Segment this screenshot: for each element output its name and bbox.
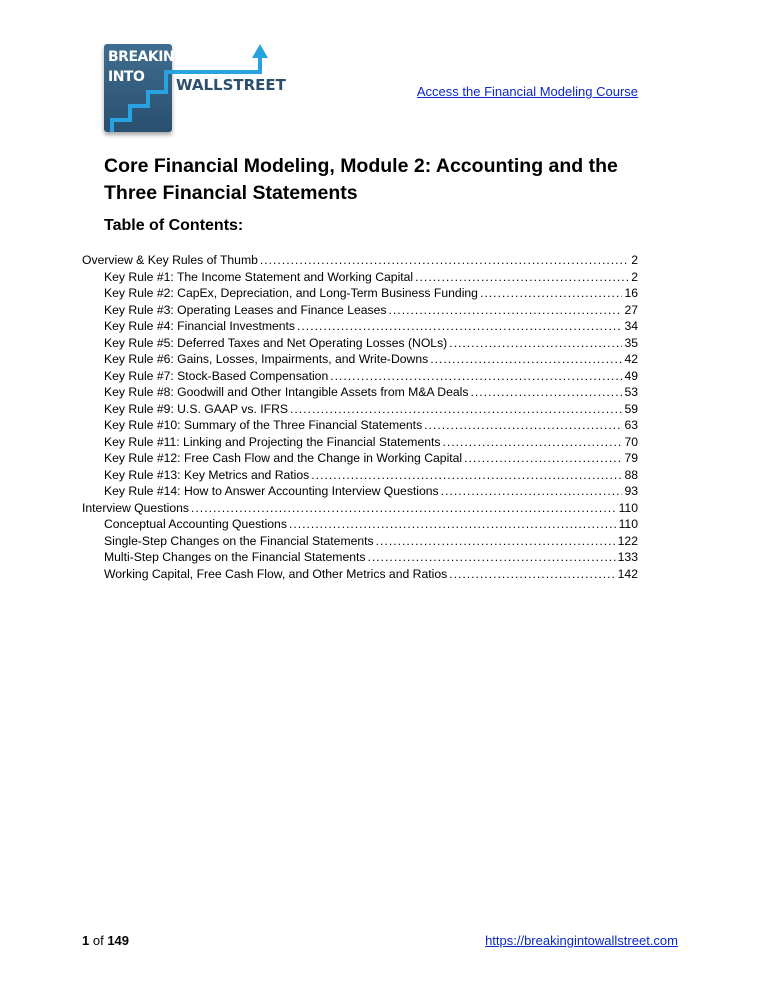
toc-entry-label: Conceptual Accounting Questions xyxy=(104,517,287,531)
toc-entry-page: 122 xyxy=(617,533,638,548)
toc-dot-leader xyxy=(368,549,616,566)
toc-entry-page: 27 xyxy=(624,302,638,317)
toc-dot-leader xyxy=(449,566,615,583)
toc-entry[interactable] xyxy=(82,269,638,286)
toc-heading: Table of Contents: xyxy=(104,217,244,234)
toc-entry[interactable] xyxy=(82,483,638,500)
toc-entry-label: Key Rule #11: Linking and Projecting the Financial Statements xyxy=(104,434,441,449)
toc-entry-label: Key Rule #14: How to Answer Accounting Interview Questions xyxy=(104,484,439,498)
toc-entry[interactable] xyxy=(82,434,638,451)
toc-dot-leader xyxy=(470,384,622,401)
page-number xyxy=(82,933,129,948)
toc-entry-label: Key Rule #10: Summary of the Three Financial Statements xyxy=(104,418,423,432)
toc-entry-page: 59 xyxy=(624,401,638,416)
toc-dot-leader xyxy=(376,533,616,550)
toc-dot-leader xyxy=(289,516,617,533)
logo-word-breaking: BREAKING xyxy=(108,49,186,65)
toc-entry-label: Working Capital, Free Cash Flow, and Other Metrics and Ratios xyxy=(104,566,448,581)
site-link[interactable]: https://breakingintowallstreet.com xyxy=(485,933,678,948)
toc-entry-page: 79 xyxy=(624,451,638,465)
toc-entry-label: Overview & Key Rules of Thumb xyxy=(82,253,258,267)
toc-entry-page: 34 xyxy=(624,319,638,333)
toc-entry-page: 88 xyxy=(624,467,638,482)
toc-dot-leader xyxy=(290,401,622,418)
toc-dot-leader xyxy=(480,285,622,302)
toc-entry[interactable] xyxy=(82,566,638,583)
toc-entry-page: 35 xyxy=(624,335,638,350)
toc-dot-leader xyxy=(424,417,622,434)
toc-entry[interactable] xyxy=(82,533,638,550)
toc-entry[interactable] xyxy=(82,351,638,368)
toc-entry-label: Key Rule #9: U.S. GAAP vs. IFRS xyxy=(104,401,289,416)
toc-dot-leader xyxy=(297,318,622,335)
toc-entry-page: 110 xyxy=(618,517,638,531)
logo-word-into: INTO xyxy=(108,69,145,85)
toc-entry-label: Key Rule #6: Gains, Losses, Impairments, and Write-Downs xyxy=(104,352,429,366)
toc-dot-leader xyxy=(260,252,629,269)
toc-entry[interactable] xyxy=(82,302,638,319)
toc-entry-label: Key Rule #1: The Income Statement and Working Capital xyxy=(104,269,414,284)
toc-dot-leader xyxy=(441,483,623,500)
toc-entry-label: Multi-Step Changes on the Financial Statements xyxy=(104,550,366,564)
toc-entry[interactable] xyxy=(82,318,638,335)
toc-dot-leader xyxy=(389,302,623,319)
toc-entry[interactable] xyxy=(82,450,638,467)
toc-entry-page: 133 xyxy=(617,550,638,564)
toc-entry-page: 2 xyxy=(631,253,638,267)
toc-entry[interactable] xyxy=(82,516,638,533)
toc-dot-leader xyxy=(415,269,629,286)
toc-entry[interactable] xyxy=(82,335,638,352)
toc-entry-page: 16 xyxy=(624,286,638,300)
toc-entry-label: Key Rule #7: Stock-Based Compensation xyxy=(104,368,329,383)
toc-entry-label: Key Rule #13: Key Metrics and Ratios xyxy=(104,467,310,482)
toc-entry-page: 142 xyxy=(617,566,638,581)
toc-entry-label: Key Rule #2: CapEx, Depreciation, and Long-Term Business Funding xyxy=(104,286,478,300)
toc-entry-page: 110 xyxy=(618,500,638,515)
toc-entry[interactable] xyxy=(82,368,638,385)
toc-entry-label: Key Rule #5: Deferred Taxes and Net Operating Losses (NOLs) xyxy=(104,335,448,350)
toc-entry[interactable] xyxy=(82,500,638,517)
toc-entry[interactable] xyxy=(82,401,638,418)
toc-entry-page: 49 xyxy=(624,368,638,383)
document-title: Core Financial Modeling, Module 2: Accounting and the Three Financial Statements xyxy=(104,155,618,204)
toc-dot-leader xyxy=(311,467,622,484)
toc-entry-label: Key Rule #4: Financial Investments xyxy=(104,319,296,333)
toc-entry-page: 70 xyxy=(624,434,638,449)
toc-entry[interactable] xyxy=(82,285,638,302)
toc-entry-page: 93 xyxy=(624,484,638,498)
toc-entry[interactable] xyxy=(82,549,638,566)
toc-entry-page: 53 xyxy=(624,385,638,399)
page-total: 149 xyxy=(107,933,130,948)
toc-entry-label: Interview Questions xyxy=(82,500,190,515)
logo-word-wallstreet: WALLSTREET xyxy=(176,76,286,94)
toc-dot-leader xyxy=(330,368,622,385)
toc-dot-leader xyxy=(442,434,622,451)
toc-dot-leader xyxy=(191,500,617,517)
toc-entry[interactable] xyxy=(82,252,638,269)
toc-entry-label: Single-Step Changes on the Financial Statements xyxy=(104,533,374,548)
brand-logo xyxy=(104,40,286,140)
toc-entry-page: 42 xyxy=(624,352,638,366)
toc-entry[interactable] xyxy=(82,467,638,484)
toc-dot-leader xyxy=(430,351,622,368)
page-of: of xyxy=(92,933,104,948)
page-current: 1 xyxy=(82,933,90,948)
toc-dot-leader xyxy=(449,335,622,352)
toc-entry-page: 2 xyxy=(631,269,638,284)
table-of-contents xyxy=(82,252,638,582)
toc-entry[interactable] xyxy=(82,417,638,434)
toc-entry-label: Key Rule #12: Free Cash Flow and the Change in Working Capital xyxy=(104,451,463,465)
toc-entry-page: 63 xyxy=(624,418,638,432)
toc-dot-leader xyxy=(464,450,622,467)
course-link[interactable]: Access the Financial Modeling Course xyxy=(416,84,638,99)
toc-entry-label: Key Rule #8: Goodwill and Other Intangible Assets from M&A Deals xyxy=(104,385,469,399)
toc-entry[interactable] xyxy=(82,384,638,401)
toc-entry-label: Key Rule #3: Operating Leases and Finance Leases xyxy=(104,302,387,317)
